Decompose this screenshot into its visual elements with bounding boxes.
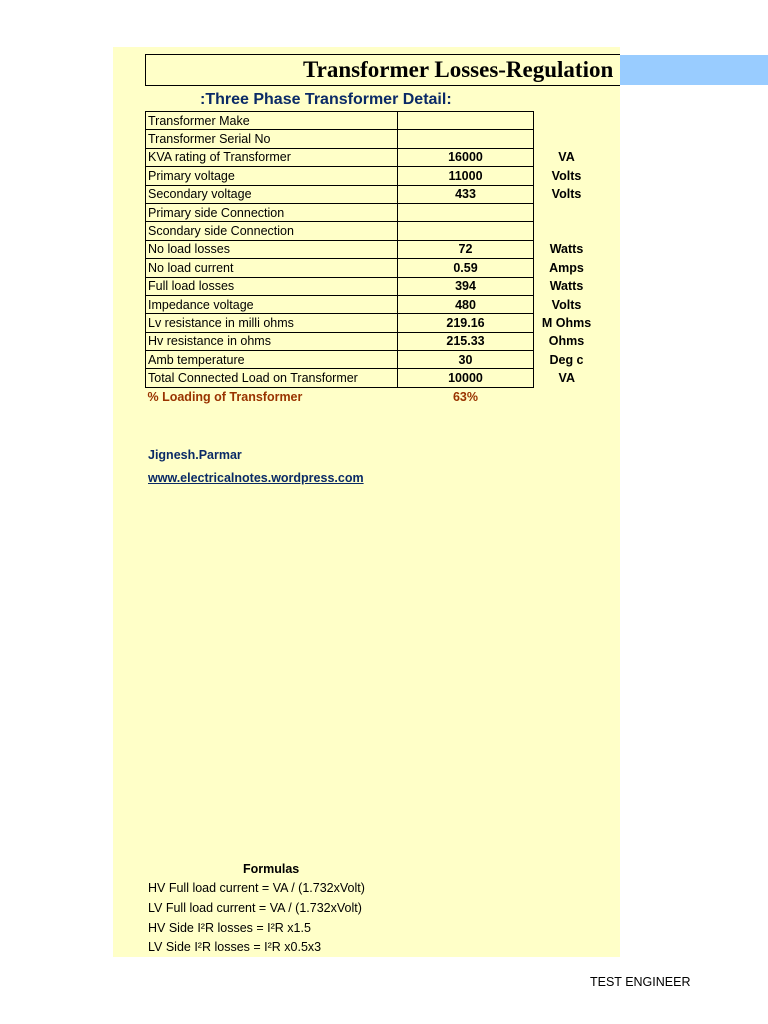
row-label: Primary voltage: [146, 167, 398, 185]
row-value[interactable]: 10000: [398, 369, 534, 387]
row-value[interactable]: [398, 130, 534, 148]
row-value[interactable]: 16000: [398, 148, 534, 166]
row-value[interactable]: 219.16: [398, 314, 534, 332]
loading-value: 63%: [452, 389, 479, 404]
row-unit: [534, 222, 600, 240]
table-row: [146, 112, 600, 130]
row-value[interactable]: 11000: [398, 167, 534, 185]
table-row: [146, 130, 600, 148]
row-unit: Volts: [551, 297, 582, 312]
table-row: [146, 203, 600, 221]
loading-label: % Loading of Transformer: [147, 389, 303, 404]
formula-hv-losses: HV Side I²R losses = I²R x1.5: [148, 921, 311, 935]
row-value[interactable]: 480: [398, 295, 534, 313]
formulas-heading: Formulas: [243, 862, 300, 876]
row-label: Amb temperature: [146, 351, 398, 369]
row-label: Full load losses: [146, 277, 398, 295]
table-row: [146, 277, 600, 295]
header-band: [620, 55, 768, 85]
table-row: [146, 351, 600, 369]
section-subtitle: :Three Phase Transformer Detail:: [200, 91, 452, 108]
row-label: Impedance voltage: [146, 295, 398, 313]
author-name: Jignesh.Parmar: [148, 448, 242, 462]
table-row: [146, 185, 600, 203]
row-unit: Ohms: [548, 334, 585, 349]
row-unit: [534, 203, 600, 221]
table-row: [146, 314, 600, 332]
row-unit: Deg c: [549, 352, 584, 367]
loading-unit: [534, 387, 600, 405]
row-value[interactable]: 215.33: [398, 332, 534, 350]
row-label: Secondary voltage: [146, 185, 398, 203]
loading-row: [146, 387, 600, 405]
row-value[interactable]: 72: [398, 240, 534, 258]
row-unit: VA: [558, 371, 575, 386]
table-row: [146, 167, 600, 185]
row-label: Transformer Make: [146, 112, 398, 130]
row-label: No load current: [146, 259, 398, 277]
row-unit: [534, 112, 600, 130]
row-label: Total Connected Load on Transformer: [146, 369, 398, 387]
row-value[interactable]: 30: [398, 351, 534, 369]
row-unit: M Ohms: [541, 315, 592, 330]
table-row: [146, 259, 600, 277]
row-label: Primary side Connection: [146, 203, 398, 221]
row-value[interactable]: 433: [398, 185, 534, 203]
row-label: Hv resistance in ohms: [146, 332, 398, 350]
row-unit: Amps: [549, 260, 584, 275]
row-value[interactable]: [398, 203, 534, 221]
formula-hv-current: HV Full load current = VA / (1.732xVolt): [148, 881, 365, 895]
row-label: No load losses: [146, 240, 398, 258]
row-label: Scondary side Connection: [146, 222, 398, 240]
website-link[interactable]: www.electricalnotes.wordpress.com: [148, 471, 364, 485]
transformer-details-table: [145, 111, 600, 406]
row-value[interactable]: 394: [398, 277, 534, 295]
row-unit: Volts: [551, 187, 582, 202]
page-title: Transformer Losses-Regulation: [303, 57, 614, 82]
table-row: [146, 332, 600, 350]
formula-lv-current: LV Full load current = VA / (1.732xVolt): [148, 901, 362, 915]
table-row: [146, 222, 600, 240]
row-label: Lv resistance in milli ohms: [146, 314, 398, 332]
row-label: Transformer Serial No: [146, 130, 398, 148]
table-row: [146, 369, 600, 387]
row-unit: VA: [558, 150, 575, 165]
row-value[interactable]: [398, 112, 534, 130]
footer-text: TEST ENGINEER: [590, 975, 691, 989]
row-unit: [534, 130, 600, 148]
row-unit: Volts: [551, 168, 582, 183]
title-box: [145, 54, 620, 86]
formula-lv-losses: LV Side I²R losses = I²R x0.5x3: [148, 940, 322, 954]
table-row: [146, 295, 600, 313]
table-row: [146, 148, 600, 166]
row-value[interactable]: [398, 222, 534, 240]
table-row: [146, 240, 600, 258]
row-unit: Watts: [549, 242, 584, 257]
row-unit: Watts: [549, 279, 584, 294]
row-value[interactable]: 0.59: [398, 259, 534, 277]
row-label: KVA rating of Transformer: [146, 148, 398, 166]
